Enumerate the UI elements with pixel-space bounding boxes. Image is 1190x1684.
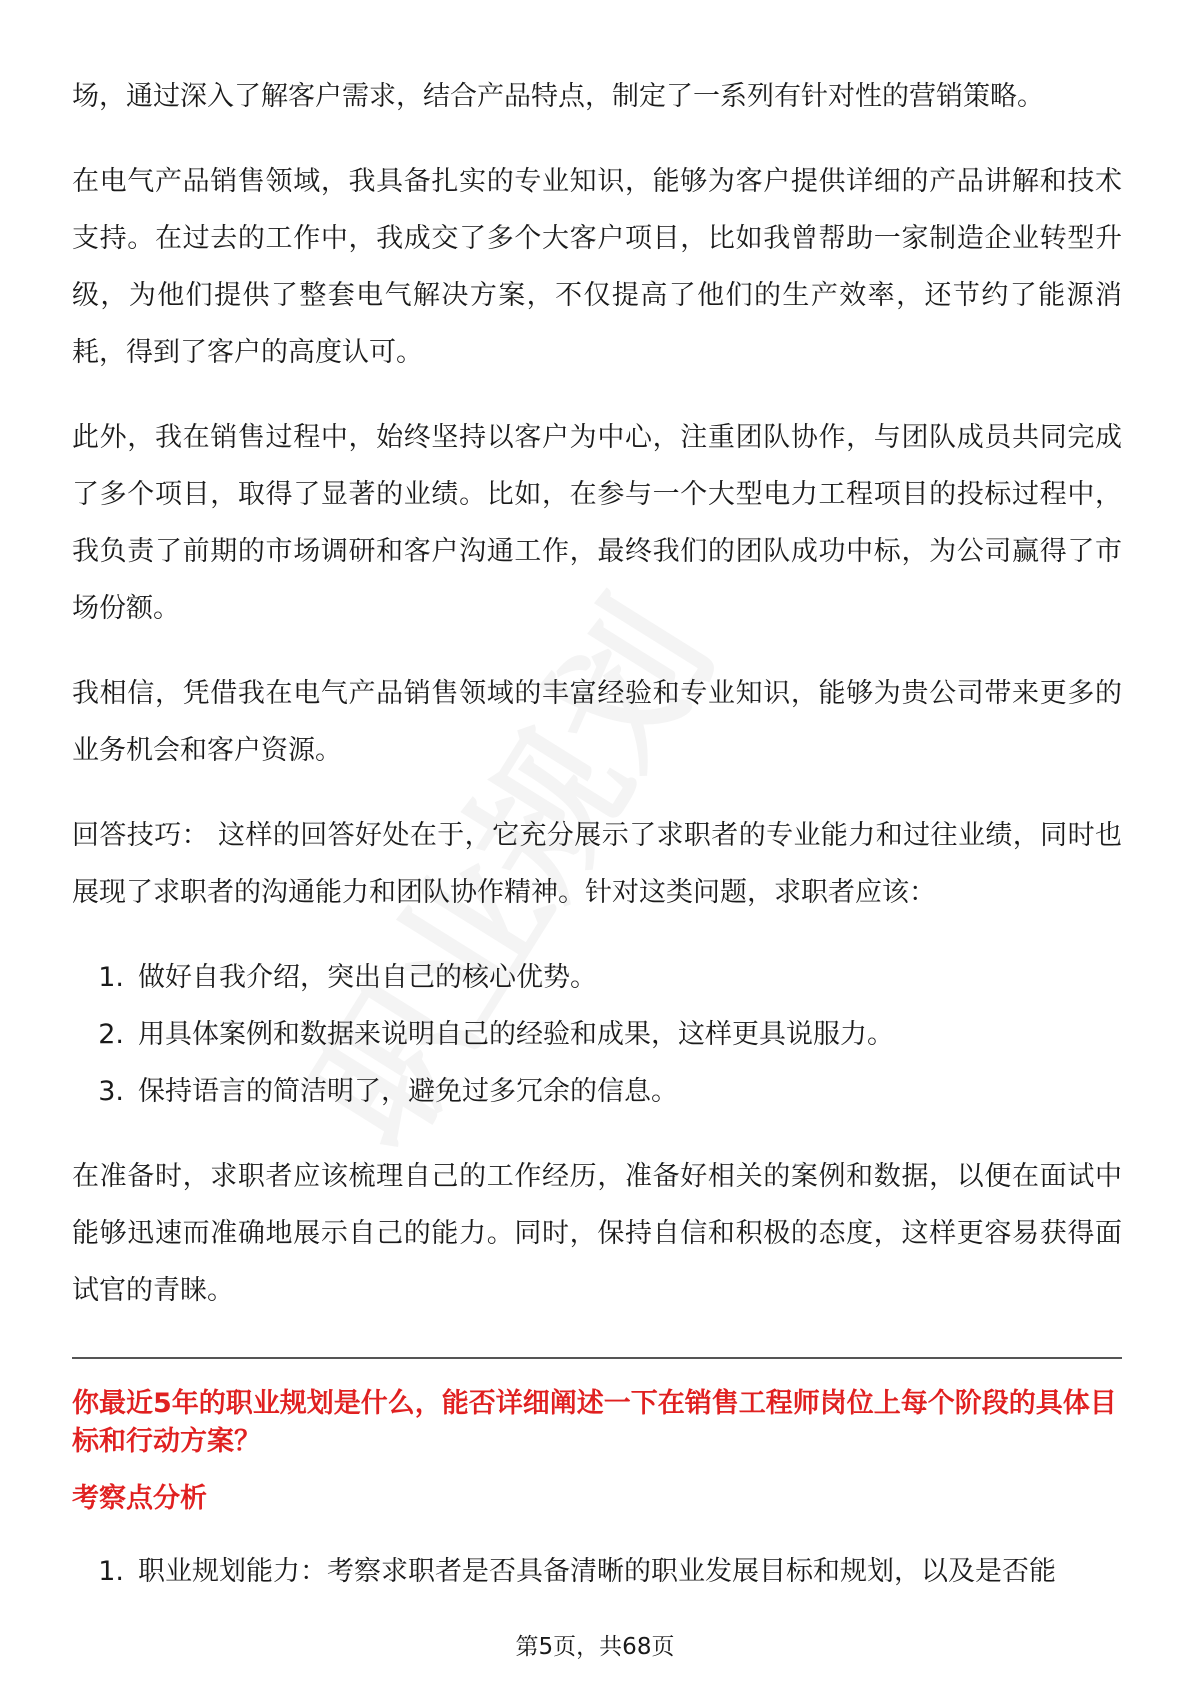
list-item: [72, 949, 1122, 1006]
list-number: 3.: [98, 1076, 124, 1107]
closing-paragraph: 在准备时，求职者应该梳理自己的工作经历，准备好相关的案例和数据，以便在面试中能够迅速而准确地展示自己的能力。同时，保持自信和积极的态度，这样更容易获得面试官的青睐。: [72, 1161, 1122, 1306]
list-item: [72, 1063, 1122, 1120]
paragraph: 在电气产品销售领域，我具备扎实的专业知识，能够为客户提供详细的产品讲解和技术支持。在过去的工作中，我成交了多个大客户项目，比如我曾帮助一家制造企业转型升级，为他们提供了整套电气解决方案，不仅提高了他们的生产效率，还节约了能源消耗，得到了客户的高度认可。: [72, 166, 1122, 368]
list-number: 2.: [98, 1019, 124, 1050]
paragraph: 场，通过深入了解客户需求，结合产品特点，制定了一系列有针对性的营销策略。: [72, 81, 1044, 112]
tips-list: [72, 949, 1122, 1120]
answer-tips-paragraph: 回答技巧： 这样的回答好处在于，它充分展示了求职者的专业能力和过往业绩，同时也展现了求职者的沟通能力和团队协作精神。针对这类问题，求职者应该：: [72, 820, 1122, 908]
list-text: 职业规划能力：考察求职者是否具备清晰的职业发展目标和规划，以及是否能: [138, 1556, 1056, 1587]
list-text: 用具体案例和数据来说明自己的经验和成果，这样更具说服力。: [138, 1019, 894, 1050]
section-title: 考察点分析: [72, 1483, 207, 1514]
analysis-list: [72, 1543, 1122, 1600]
paragraph: 此外，我在销售过程中，始终坚持以客户为中心，注重团队协作，与团队成员共同完成了多个项目，取得了显著的业绩。比如，在参与一个大型电力工程项目的投标过程中，我负责了前期的市场调研和客户沟通工作，最终我们的团队成功中标，为公司赢得了市场份额。: [72, 422, 1122, 624]
list-item: [72, 1006, 1122, 1063]
interview-question: 你最近5年的职业规划是什么，能否详细阐述一下在销售工程师岗位上每个阶段的具体目标和行动方案？: [72, 1388, 1117, 1457]
list-text: 做好自我介绍，突出自己的核心优势。: [138, 962, 597, 993]
document-body: [72, 68, 1122, 1628]
list-text: 保持语言的简洁明了，避免过多冗余的信息。: [138, 1076, 678, 1107]
section-divider: [72, 1357, 1122, 1359]
list-number: 1.: [98, 962, 124, 993]
list-number: 1.: [98, 1556, 124, 1587]
paragraph: 我相信，凭借我在电气产品销售领域的丰富经验和专业知识，能够为贵公司带来更多的业务机会和客户资源。: [72, 678, 1122, 766]
page-number: 第5页，共68页: [515, 1634, 675, 1660]
list-item: [72, 1543, 1122, 1600]
